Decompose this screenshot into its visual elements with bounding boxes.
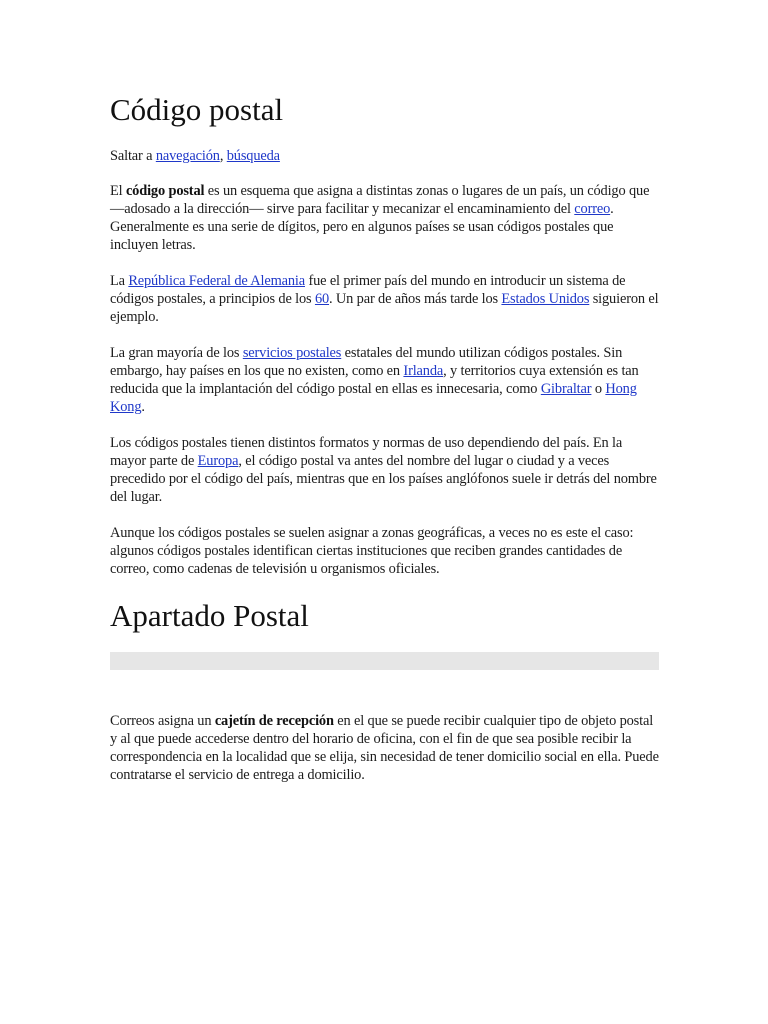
text-fragment: estatales del mundo utilizan códigos postales. Sin embargo, hay países en los que no existen, como en — [110, 345, 623, 379]
text-fragment: El — [110, 183, 126, 199]
link-estados-unidos[interactable]: Estados Unidos — [501, 291, 590, 307]
text-fragment: . — [141, 399, 145, 415]
link-republica-federal-alemania[interactable]: República Federal de Alemania — [128, 273, 305, 289]
link-europa[interactable]: Europa — [197, 453, 239, 469]
text-fragment: en el que se puede recibir cualquier tipo de objeto postal y al que puede accederse dentro del horario de oficina, con el fin de que sea posible recibir la correspondencia en la localidad que se elija, sin necesidad de tener domicilio social en ella. Puede contratarse el servicio de entrega a domicilio. — [110, 713, 659, 783]
text-fragment: La — [110, 273, 129, 289]
text-fragment: . Un par de años más tarde los — [329, 291, 502, 307]
text-fragment: Aunque los códigos postales se suelen asignar a zonas geográficas, a veces no es este el caso: algunos códigos postales identifican ciertas instituciones que reciben grandes cantidades de correo, como cadenas de televisión u organismos oficiales. — [110, 525, 634, 577]
text-fragment: o — [591, 381, 606, 397]
paragraph-history — [110, 272, 659, 326]
link-60[interactable]: 60 — [314, 291, 330, 307]
link-correo[interactable]: correo — [574, 201, 611, 217]
page-title: Código postal — [110, 92, 284, 127]
section-title: Apartado Postal — [110, 598, 309, 633]
paragraph-apartado — [110, 712, 659, 784]
text-fragment: Los códigos postales tienen distintos formatos y normas de uso dependiendo del país. En la mayor parte de — [110, 435, 623, 469]
document-content — [110, 90, 659, 802]
text-fragment: La gran mayoría de los — [110, 345, 243, 361]
link-gibraltar[interactable]: Gibraltar — [540, 381, 592, 397]
skip-nav-line — [110, 147, 659, 165]
paragraph-institutions — [110, 524, 659, 578]
bold-term: cajetín de recepción — [214, 713, 334, 729]
skip-nav-prefix: Saltar a — [110, 148, 156, 164]
link-irlanda[interactable]: Irlanda — [403, 363, 444, 379]
text-fragment: , el código postal va antes del nombre del lugar o ciudad y a veces precedido por el código del país, mientras que en los países anglófonos suele ir detrás del nombre del lugar. — [110, 453, 657, 505]
text-fragment: es un esquema que asigna a distintas zonas o lugares de un país, un código que —adosado a la dirección— sirve para facilitar y mecanizar el encaminamiento del — [110, 183, 650, 217]
text-fragment: siguieron el ejemplo. — [110, 291, 659, 325]
link-busqueda[interactable]: búsqueda — [226, 148, 280, 164]
skip-nav-separator: , — [219, 148, 227, 164]
bold-term: código postal — [125, 183, 205, 199]
text-fragment: , y territorios cuya extensión es tan reducida que la implantación del código postal en ellas es innecesaria, como — [110, 363, 639, 397]
link-servicios-postales[interactable]: servicios postales — [242, 345, 342, 361]
paragraph-definition — [110, 182, 659, 254]
link-hong-kong[interactable]: Hong Kong — [110, 381, 637, 415]
gray-divider-bar — [110, 652, 659, 670]
text-fragment: Correos asigna un — [110, 713, 215, 729]
text-fragment: fue el primer país del mundo en introducir un sistema de códigos postales, a principios de los — [110, 273, 626, 307]
paragraph-formats — [110, 434, 659, 506]
text-fragment: . Generalmente es una serie de dígitos, pero en algunos países se usan códigos postales que incluyen letras. — [110, 201, 614, 253]
link-navegacion[interactable]: navegación — [155, 148, 220, 164]
paragraph-usage — [110, 344, 659, 416]
